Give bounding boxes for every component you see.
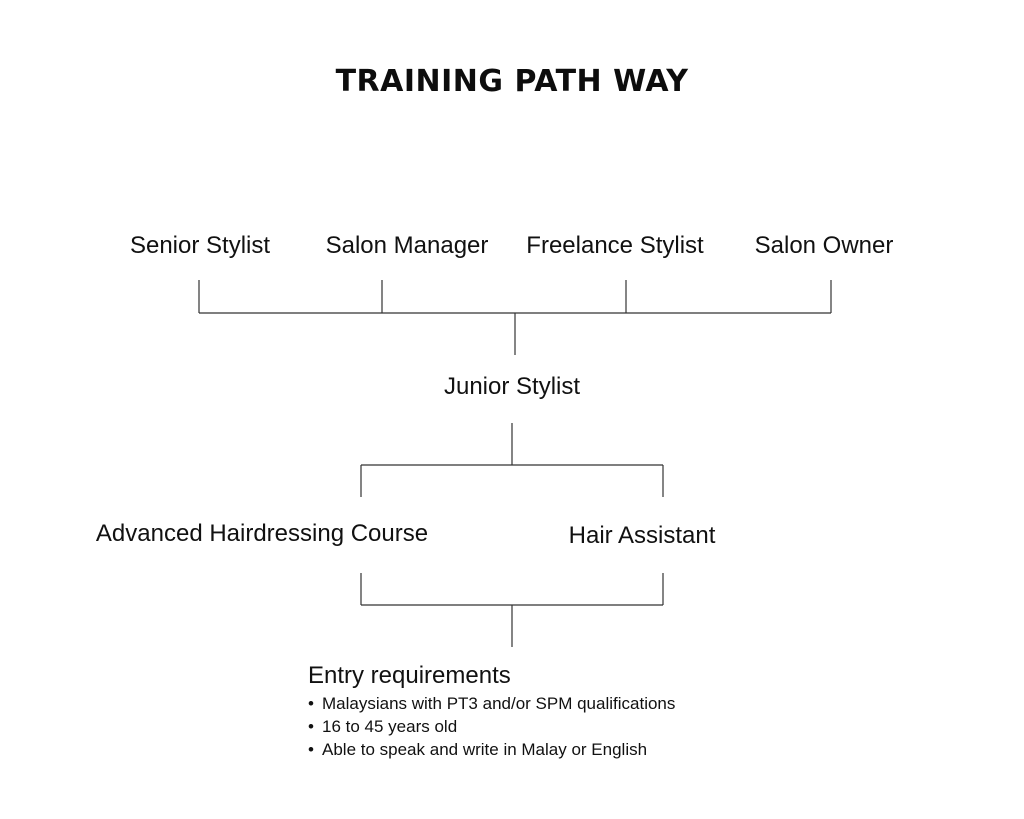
diagram-title: TRAINING PATH WAY	[335, 64, 689, 99]
node-junior-stylist: Junior Stylist	[443, 373, 581, 400]
entry-requirements-list	[308, 692, 675, 761]
node-senior-stylist: Senior Stylist	[129, 232, 271, 259]
requirement-item: • 16 to 45 years old	[308, 717, 458, 736]
node-salon-manager: Salon Manager	[325, 232, 489, 259]
entry-requirements	[308, 662, 675, 761]
requirement-item: • Malaysians with PT3 and/or SPM qualifications	[308, 694, 676, 713]
node-freelance-stylist: Freelance Stylist	[526, 232, 704, 259]
node-salon-owner: Salon Owner	[754, 232, 894, 259]
bullet-icon: •	[308, 694, 314, 713]
requirement-item: • Able to speak and write in Malay or English	[308, 740, 648, 759]
node-advanced-hairdressing-course: Advanced Hairdressing Course	[95, 520, 429, 547]
node-hair-assistant: Hair Assistant	[568, 522, 716, 549]
bullet-icon: •	[308, 740, 314, 759]
entry-requirements-heading: Entry requirements	[308, 662, 511, 689]
bullet-icon: •	[308, 717, 314, 736]
